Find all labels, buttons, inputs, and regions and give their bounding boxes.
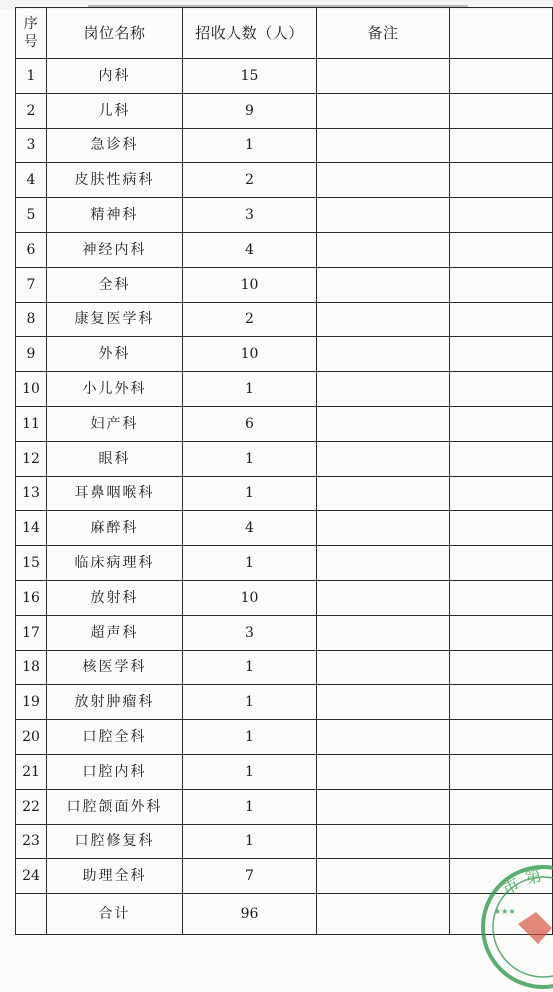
row-remarks <box>317 128 450 163</box>
row-remarks <box>317 650 450 685</box>
table-row <box>16 406 553 441</box>
row-recruit-count: 2 <box>183 163 317 198</box>
table-row <box>16 859 553 894</box>
row-recruit-count: 10 <box>183 337 317 372</box>
total-row <box>16 894 553 935</box>
row-serial-number: 12 <box>16 441 47 476</box>
official-seal-stamp <box>478 862 553 992</box>
total-label: 合计 <box>47 894 183 935</box>
row-serial-number: 14 <box>16 511 47 546</box>
row-serial-number: 8 <box>16 302 47 337</box>
table-row <box>16 163 553 198</box>
table-body <box>16 59 553 894</box>
row-recruit-count: 1 <box>183 476 317 511</box>
row-serial-number: 4 <box>16 163 47 198</box>
row-remarks <box>317 859 450 894</box>
row-recruit-count: 1 <box>183 824 317 859</box>
table-row <box>16 128 553 163</box>
table-row <box>16 267 553 302</box>
row-remarks <box>317 511 450 546</box>
row-remarks <box>317 615 450 650</box>
row-position-name: 核医学科 <box>47 650 183 685</box>
table-row <box>16 232 553 267</box>
row-extra-cell <box>450 511 553 546</box>
row-remarks <box>317 302 450 337</box>
row-position-name: 精神科 <box>47 198 183 233</box>
row-recruit-count: 4 <box>183 232 317 267</box>
table-row <box>16 754 553 789</box>
row-serial-number: 22 <box>16 789 47 824</box>
row-recruit-count: 6 <box>183 406 317 441</box>
table-row <box>16 198 553 233</box>
row-remarks <box>317 685 450 720</box>
row-serial-number: 24 <box>16 859 47 894</box>
total-remarks-cell <box>317 894 450 935</box>
table-row <box>16 511 553 546</box>
row-remarks <box>317 580 450 615</box>
row-extra-cell <box>450 824 553 859</box>
row-extra-cell <box>450 302 553 337</box>
row-recruit-count: 1 <box>183 128 317 163</box>
row-remarks <box>317 789 450 824</box>
row-position-name: 急诊科 <box>47 128 183 163</box>
row-serial-number: 20 <box>16 720 47 755</box>
row-extra-cell <box>450 337 553 372</box>
row-remarks <box>317 232 450 267</box>
row-remarks <box>317 824 450 859</box>
row-recruit-count: 15 <box>183 59 317 94</box>
row-position-name: 临床病理科 <box>47 546 183 581</box>
row-serial-number: 7 <box>16 267 47 302</box>
row-extra-cell <box>450 546 553 581</box>
row-remarks <box>317 372 450 407</box>
row-recruit-count: 1 <box>183 754 317 789</box>
row-recruit-count: 3 <box>183 198 317 233</box>
table-row <box>16 650 553 685</box>
row-extra-cell <box>450 615 553 650</box>
row-position-name: 皮肤性病科 <box>47 163 183 198</box>
seal-stars: ★★★ <box>494 907 516 916</box>
row-serial-number: 18 <box>16 650 47 685</box>
row-position-name: 内科 <box>47 59 183 94</box>
row-recruit-count: 10 <box>183 267 317 302</box>
row-remarks <box>317 406 450 441</box>
row-serial-number: 5 <box>16 198 47 233</box>
row-extra-cell <box>450 441 553 476</box>
row-serial-number: 6 <box>16 232 47 267</box>
row-recruit-count: 7 <box>183 859 317 894</box>
row-serial-number: 16 <box>16 580 47 615</box>
row-extra-cell <box>450 650 553 685</box>
total-count: 96 <box>183 894 317 935</box>
seal-red-mark <box>518 912 552 944</box>
row-serial-number: 9 <box>16 337 47 372</box>
seal-char-2: 第 <box>523 866 544 889</box>
row-position-name: 儿科 <box>47 93 183 128</box>
row-extra-cell <box>450 406 553 441</box>
row-recruit-count: 1 <box>183 789 317 824</box>
row-remarks <box>317 720 450 755</box>
header-recruit-count: 招收人数（人） <box>183 8 317 59</box>
row-remarks <box>317 163 450 198</box>
row-position-name: 口腔颌面外科 <box>47 789 183 824</box>
row-serial-number: 1 <box>16 59 47 94</box>
table-row <box>16 476 553 511</box>
row-recruit-count: 1 <box>183 372 317 407</box>
row-position-name: 全科 <box>47 267 183 302</box>
row-position-name: 口腔全科 <box>47 720 183 755</box>
row-position-name: 眼科 <box>47 441 183 476</box>
header-empty-column <box>450 8 553 59</box>
row-serial-number: 10 <box>16 372 47 407</box>
table-row <box>16 580 553 615</box>
table-row <box>16 337 553 372</box>
row-position-name: 康复医学科 <box>47 302 183 337</box>
row-serial-number: 21 <box>16 754 47 789</box>
row-remarks <box>317 754 450 789</box>
row-serial-number: 23 <box>16 824 47 859</box>
row-position-name: 放射肿瘤科 <box>47 685 183 720</box>
row-position-name: 助理全科 <box>47 859 183 894</box>
table-row <box>16 546 553 581</box>
row-recruit-count: 1 <box>183 441 317 476</box>
table-row <box>16 720 553 755</box>
row-extra-cell <box>450 128 553 163</box>
table-header-row <box>16 8 553 59</box>
seal-char-1: 市 <box>498 874 524 901</box>
row-extra-cell <box>450 789 553 824</box>
row-remarks <box>317 441 450 476</box>
table-row <box>16 685 553 720</box>
row-serial-number: 15 <box>16 546 47 581</box>
row-extra-cell <box>450 198 553 233</box>
table-row <box>16 789 553 824</box>
row-position-name: 口腔内科 <box>47 754 183 789</box>
row-position-name: 外科 <box>47 337 183 372</box>
table-row <box>16 93 553 128</box>
table-row <box>16 59 553 94</box>
row-recruit-count: 2 <box>183 302 317 337</box>
row-extra-cell <box>450 93 553 128</box>
row-extra-cell <box>450 267 553 302</box>
row-position-name: 口腔修复科 <box>47 824 183 859</box>
row-recruit-count: 1 <box>183 650 317 685</box>
row-serial-number: 2 <box>16 93 47 128</box>
row-position-name: 放射科 <box>47 580 183 615</box>
row-remarks <box>317 93 450 128</box>
row-recruit-count: 9 <box>183 93 317 128</box>
total-serial-cell <box>16 894 47 935</box>
row-recruit-count: 10 <box>183 580 317 615</box>
header-serial-number <box>16 8 47 59</box>
row-extra-cell <box>450 163 553 198</box>
row-remarks <box>317 198 450 233</box>
row-position-name: 小儿外科 <box>47 372 183 407</box>
row-extra-cell <box>450 59 553 94</box>
row-recruit-count: 3 <box>183 615 317 650</box>
cropped-title-edge <box>88 0 468 7</box>
row-serial-number: 3 <box>16 128 47 163</box>
row-remarks <box>317 476 450 511</box>
row-extra-cell <box>450 754 553 789</box>
row-serial-number: 11 <box>16 406 47 441</box>
header-remarks: 备注 <box>317 8 450 59</box>
table-row <box>16 441 553 476</box>
row-position-name: 超声科 <box>47 615 183 650</box>
row-recruit-count: 4 <box>183 511 317 546</box>
table-row <box>16 372 553 407</box>
row-extra-cell <box>450 232 553 267</box>
header-serial-number-text: 序号 <box>23 16 39 50</box>
row-remarks <box>317 337 450 372</box>
recruitment-table <box>15 7 553 935</box>
row-position-name: 神经内科 <box>47 232 183 267</box>
header-position-name: 岗位名称 <box>47 8 183 59</box>
row-remarks <box>317 546 450 581</box>
table-row <box>16 615 553 650</box>
table-row <box>16 824 553 859</box>
row-extra-cell <box>450 372 553 407</box>
row-position-name: 妇产科 <box>47 406 183 441</box>
row-serial-number: 19 <box>16 685 47 720</box>
row-recruit-count: 1 <box>183 546 317 581</box>
row-remarks <box>317 267 450 302</box>
row-serial-number: 13 <box>16 476 47 511</box>
table-row <box>16 302 553 337</box>
row-recruit-count: 1 <box>183 720 317 755</box>
row-extra-cell <box>450 720 553 755</box>
row-recruit-count: 1 <box>183 685 317 720</box>
row-position-name: 耳鼻咽喉科 <box>47 476 183 511</box>
row-extra-cell <box>450 476 553 511</box>
row-serial-number: 17 <box>16 615 47 650</box>
row-position-name: 麻醉科 <box>47 511 183 546</box>
row-extra-cell <box>450 685 553 720</box>
row-remarks <box>317 59 450 94</box>
row-extra-cell <box>450 580 553 615</box>
